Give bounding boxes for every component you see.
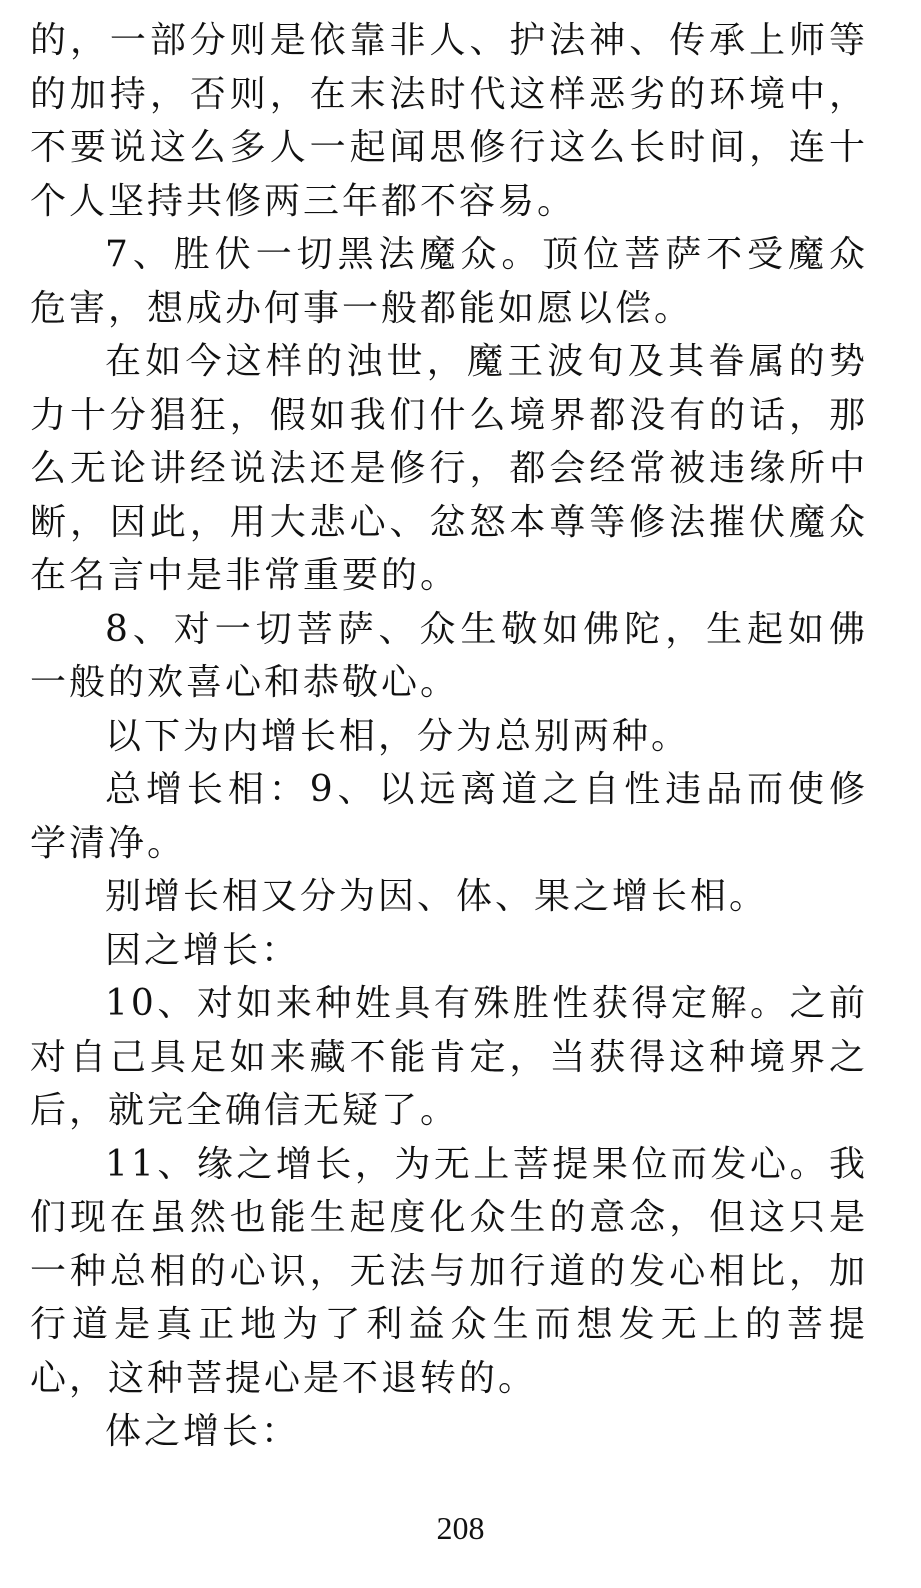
paragraph-continuation: 的，一部分则是依靠非人、护法神、传承上师等的加持，否则，在末法时代这样恶劣的环境中，不要说这么多人一起闻思修行这么长时间，连十个人坚持共修两三年都不容易。	[30, 20, 868, 222]
paragraph-commentary: 在如今这样的浊世，魔王波旬及其眷属的势力十分猖狂，假如我们什么境界都没有的话，那么无论讲经说法还是修行，都会经常被违缘所中断，因此，用大悲心、忿怒本尊等修法摧伏魔众在名言中是非常重要的。	[30, 341, 868, 596]
paragraph-inner-signs-intro: 以下为内增长相，分为总别两种。	[105, 715, 691, 757]
subheading-essence: 体之增长：	[105, 1411, 301, 1452]
paragraph-item-7: 7、胜伏一切黑法魔众。顶位菩萨不受魔众危害，想成办何事一般都能如愿以偿。	[30, 234, 868, 329]
paragraph-item-10: 10、对如来种姓具有殊胜性获得定解。之前对自己具足如来藏不能肯定，当获得这种境界之后，就完全确信无疑了。	[30, 983, 868, 1131]
page-number: 208	[436, 1510, 485, 1546]
paragraph-item-11: 11、缘之增长，为无上菩提果位而发心。我们现在虽然也能生起度化众生的意念，但这只是一种总相的心识，无法与加行道的发心相比，加行道是真正地为了利益众生而想发无上的菩提心，这种菩提心是不退转的。	[30, 1143, 868, 1399]
subheading-cause: 因之增长：	[105, 929, 301, 971]
paragraph-item-9: 总增长相：9、以远离道之自性违品而使修学清净。	[30, 769, 868, 864]
paragraph-specific-signs: 别增长相又分为因、体、果之增长相。	[105, 876, 769, 917]
body-text	[30, 14, 868, 1459]
paragraph-item-8: 8、对一切菩萨、众生敬如佛陀，生起如佛一般的欢喜心和恭敬心。	[30, 608, 868, 703]
